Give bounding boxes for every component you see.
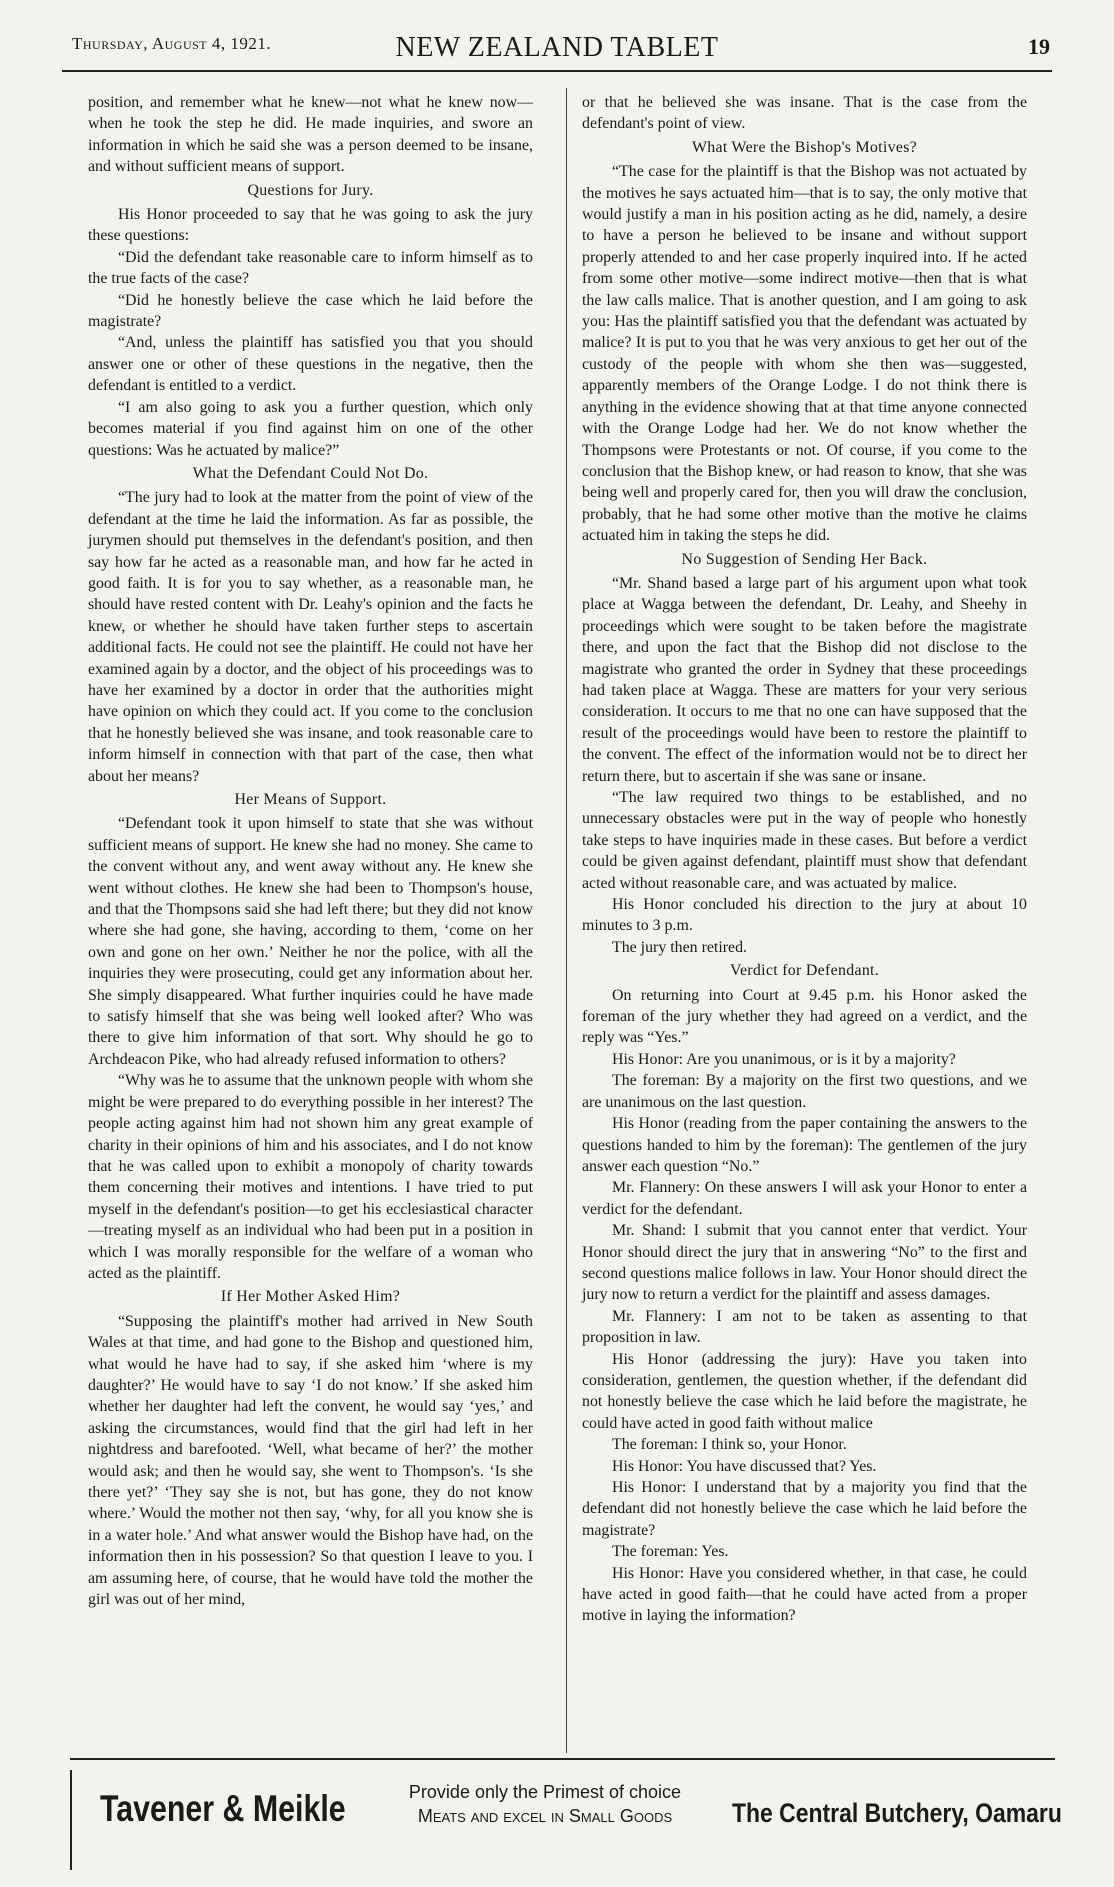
ad-tagline-line1: Provide only the Primest of choice bbox=[408, 1782, 682, 1802]
paragraph: The jury then retired. bbox=[612, 938, 748, 956]
advertisement-banner bbox=[70, 1770, 1062, 1860]
paragraph: “The case for the plaintiff is that the Bishop was not actuated by the motives he says actuated him—that is to say, the only motive that would justify a man in his position acting as he did, namely, a desire to have a person he believed to be insane and without support properly attended to and her case properly inquired into. If he acted from some other motive—some indirect motive—then that is what the law calls malice. That is another question, and I am going to ask you: Has the plaintiff satisfied you that the defendant was actuated by malice? It is put to you that he was very anxious to get her out of the custody of the people with whom she then was—suggested, apparently members of the Orange Lodge. I do not think there is anything in the evidence showing that at that time anyone connected with the Orange Lodge had her. We do not know whether the Thompsons were Protestants or not. Of course, if you come to the conclusion that the Bishop knew, or had reason to know, that she was being well and properly cared for, then you will draw the conclusion, probably, that he had some other motive than the motive he claims actuated him in taking the steps he did. bbox=[582, 163, 1027, 545]
section-heading: What the Defendant Could Not Do. bbox=[192, 464, 429, 482]
masthead-title: NEW ZEALAND TABLET bbox=[395, 32, 719, 63]
ad-business-name: Tavener & Meikle bbox=[100, 1788, 346, 1829]
paragraph: “Supposing the plaintiff's mother had arrived in New South Wales at that time, and had gone to the Bishop and questioned him, what would he have had to say, if she asked him ‘where is my daughter?’ He would have to say ‘I do not know.’ If she asked him whether her daughter had left the convent, he would say ‘yes,’ and asking the circumstances, would find that the girl had left in her nightdress and barefooted. ‘Well, what became of her?’ the mother would ask; and then he would say, she went to Thompson's. ‘Is she there yet?’ ‘They say she is not, but has gone, they do not know where.’ Would the mother not then say, ‘why, for all you know she is in a water hole.’ And what answer would the Bishop have had, on the information then in his possession? So that question I leave to you. I am assuming here, of course, that he would have told the mother the girl was out of her mind, bbox=[88, 1312, 533, 1609]
ad-tagline-line2: Meats and excel in Small Goods bbox=[417, 1806, 673, 1826]
paragraph: Mr. Flannery: I am not to be taken as assenting to that proposition in law. bbox=[582, 1307, 1027, 1347]
page-number: 19 bbox=[1028, 34, 1050, 59]
advertisement-rule bbox=[70, 1758, 1055, 1760]
paragraph: The foreman: I think so, your Honor. bbox=[612, 1436, 847, 1454]
section-heading: Questions for Jury. bbox=[247, 181, 374, 199]
ad-border-left bbox=[70, 1770, 72, 1870]
right-column bbox=[582, 92, 1027, 1627]
paragraph: position, and remember what he knew—not what he knew now—when he took the step he did. He made inquiries, and swore an information in which he said she was a person deemed to be insane, and without sufficient means of support. bbox=[88, 94, 533, 176]
paragraph: His Honor: I understand that by a majority you find that the defendant did not honestly believe the case which he laid before the magistrate? bbox=[582, 1479, 1027, 1539]
paragraph: “Mr. Shand based a large part of his argument upon what took place at Wagga between the defendant, Dr. Leahy, and Sheehy in proceedings which were sought to be taken before the magistrate there, and upon the fact that the Bishop did not disclose to the magistrate who granted the order in Sydney that these proceedings had taken place at Wagga. These are matters for your very serious consideration. It occurs to me that no one can have supposed that the result of the proceedings would have been to restore the plaintiff to the convent. The effect of the information would not be to direct her return there, but to ascertain if she was sane or insane. bbox=[582, 574, 1027, 785]
section-heading: No Suggestion of Sending Her Back. bbox=[681, 550, 928, 568]
paragraph: The foreman: Yes. bbox=[612, 1543, 729, 1561]
paragraph: His Honor: Are you unanimous, or is it by a majority? bbox=[612, 1050, 956, 1068]
ad-business-location: The Central Butchery, Oamaru bbox=[732, 1798, 1062, 1828]
section-heading: Her Means of Support. bbox=[234, 791, 387, 808]
paragraph: His Honor (addressing the jury): Have you taken into consideration, gentlemen, the question whether, if the defendant did not honestly believe the case which he laid before the magistrate, he could have acted in good faith without malice bbox=[582, 1350, 1027, 1432]
paragraph: or that he believed she was insane. That is the case from the defendant's point of view. bbox=[582, 94, 1027, 133]
paragraph: “Did he honestly believe the case which he laid before the magistrate? bbox=[88, 291, 533, 331]
paragraph: “Did the defendant take reasonable care to inform himself as to the true facts of the case? bbox=[88, 248, 533, 288]
section-heading: What Were the Bishop's Motives? bbox=[691, 138, 918, 156]
section-heading: Verdict for Defendant. bbox=[729, 962, 880, 980]
paragraph: On returning into Court at 9.45 p.m. his Honor asked the foreman of the jury whether they had agreed on a verdict, and the reply was “Yes.” bbox=[582, 986, 1027, 1047]
paragraph: “The jury had to look at the matter from the point of view of the defendant at the time he laid the information. As far as possible, the jurymen should put themselves in the defendant's position, and then say how far he acted as a reasonable man, and how far he acted in good faith. It is for you to say whether, as a reasonable man, he should have rested content with Dr. Leahy's opinion and the facts he knew, or whether he should have taken further steps to ascertain additional facts. He could not see the plaintiff. He could not have her examined again by a doctor, and the object of his proceedings was to have her examined by a doctor in order that the authorities might have opinion on which they could act. If you come to the conclusion that he honestly believed she was insane, and took reasonable care to inform himself in connection with that part of the case, then what about her means? bbox=[88, 489, 533, 785]
paragraph: His Honor concluded his direction to the jury at about 10 minutes to 3 p.m. bbox=[582, 896, 1027, 935]
left-column bbox=[88, 92, 533, 1610]
header-rule bbox=[62, 70, 1052, 72]
issue-date: Thursday, August 4, 1921. bbox=[72, 34, 272, 53]
paragraph: His Honor (reading from the paper containing the answers to the questions handed to him by the foreman): The gentlemen of the jury answer each question “No.” bbox=[582, 1115, 1027, 1175]
paragraph: His Honor: Have you considered whether, in that case, he could have acted in good faith—that he could have acted from a proper motive in laying the information? bbox=[582, 1564, 1027, 1625]
paragraph: “Defendant took it upon himself to state that she was without sufficient means of support. He knew she had no money. She came to the convent without any, and went away without any. He knew she went without clothes. He knew she had been to Thompson's house, and that the Thompsons said she had left there; but they did not know where she had gone, she having, according to them, ‘come on her own and gone on her own.’ Neither he nor the police, with all the inquiries they were prosecuting, could get any information about her. She simply disappeared. What further inquiries could he have made to satisfy himself that she was being well looked after? Who was there to give him information of that sort. Why should he go to Archdeacon Pike, who had already refused information to others? bbox=[88, 815, 533, 1068]
page-header bbox=[62, 30, 1052, 76]
paragraph: The foreman: By a majority on the first two questions, and we are unanimous on the last question. bbox=[582, 1072, 1027, 1111]
section-heading: If Her Mother Asked Him? bbox=[220, 1288, 401, 1306]
paragraph: “Why was he to assume that the unknown people with whom she might be were prepared to do everything possible in her interest? The people acting against him had not shown him any great example of charity in their opinions of him and his associates, and I do not know that he was called upon to exhibit a monopoly of charity towards them concerning their motives and intentions. I have tried to put myself in the defendant's position—to get his ecclesiastical character—treating myself as an individual who had been put in a position in which I was morally responsible for the welfare of a woman who acted as the plaintiff. bbox=[88, 1072, 533, 1282]
paragraph: “The law required two things to be established, and no unnecessary obstacles were put in the way of people who honestly take steps to have inquiries made in these cases. But before a verdict could be given against defendant, plaintiff must show that defendant acted without reasonable care, and was actuated by malice. bbox=[582, 789, 1027, 892]
paragraph: “I am also going to ask you a further question, which only becomes material if you find against him on one of the other questions: Was he actuated by malice?” bbox=[88, 398, 533, 459]
paragraph: His Honor: You have discussed that? Yes. bbox=[612, 1457, 877, 1475]
paragraph: Mr. Shand: I submit that you cannot enter that verdict. Your Honor should direct the jury that in answering “No” to the first and second questions malice follows in law. Your Honor should direct the jury now to return a verdict for the plaintiff and assess damages. bbox=[582, 1222, 1027, 1304]
paragraph: His Honor proceeded to say that he was going to ask the jury these questions: bbox=[88, 206, 533, 245]
ad-tagline bbox=[385, 1780, 705, 1828]
paragraph: Mr. Flannery: On these answers I will ask your Honor to enter a verdict for the defendant. bbox=[582, 1179, 1027, 1218]
paragraph: “And, unless the plaintiff has satisfied you that you should answer one or other of these questions in the negative, then the defendant is entitled to a verdict. bbox=[88, 334, 533, 395]
column-divider bbox=[566, 88, 567, 1753]
